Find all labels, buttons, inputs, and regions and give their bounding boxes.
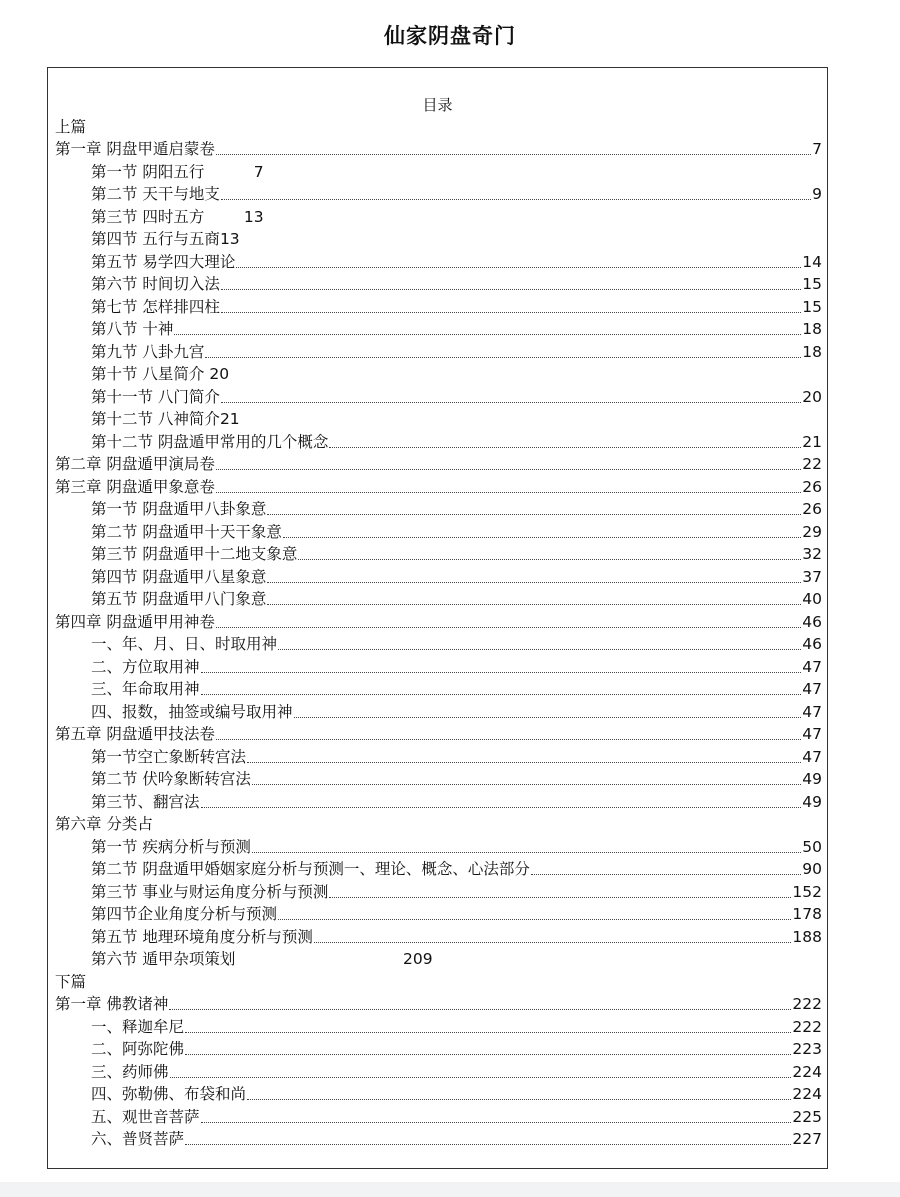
toc-entry-title: 第十节 八星简介 — [91, 365, 205, 383]
dot-leader — [221, 402, 801, 403]
toc-page-number: 20 — [802, 387, 822, 406]
toc-section-entry[interactable] — [55, 158, 822, 181]
toc-section-entry[interactable] — [55, 248, 822, 271]
toc-page-number: 26 — [802, 500, 822, 518]
toc-section-entry[interactable] — [55, 1081, 822, 1104]
toc-page-number: 20 — [209, 365, 230, 383]
toc-page-number: 21 — [802, 432, 822, 451]
toc-entry-title: 第五节 阴盘遁甲八门象意 — [91, 590, 267, 608]
dot-leader — [267, 514, 801, 515]
dot-leader — [216, 627, 801, 628]
toc-section-entry[interactable] — [55, 496, 822, 519]
toc-page-number: 15 — [802, 275, 822, 293]
dot-leader — [267, 582, 801, 583]
dot-leader — [216, 469, 801, 470]
toc-section-entry[interactable] — [55, 1013, 822, 1036]
toc-page-number: 29 — [802, 522, 822, 541]
spacer — [204, 208, 243, 226]
toc-page-number: 222 — [792, 1017, 822, 1036]
toc-section-entry[interactable] — [55, 226, 822, 249]
dot-leader — [216, 739, 801, 740]
dot-leader — [169, 1009, 791, 1010]
dot-leader — [329, 447, 801, 448]
toc-entry-title: 第三章 阴盘遁甲象意卷 — [55, 477, 215, 496]
toc-chapter-entry[interactable] — [55, 721, 822, 744]
dot-leader — [278, 919, 791, 920]
toc-entry-title: 二、阿弥陀佛 — [91, 1040, 185, 1058]
toc-entry-title: 四、弥勒佛、布袋和尚 — [91, 1085, 247, 1103]
dot-leader — [236, 267, 801, 268]
toc-entry-title: 第三节 四时五方 — [91, 207, 205, 226]
toc-page-number: 22 — [802, 455, 822, 473]
dot-leader — [531, 874, 801, 875]
toc-section-entry[interactable] — [55, 698, 822, 721]
toc-chapter-entry[interactable] — [55, 136, 822, 159]
toc-page-number: 15 — [802, 297, 822, 316]
dot-leader — [252, 852, 801, 853]
toc-section-entry[interactable] — [55, 833, 822, 856]
toc-entry-title: 第一节空亡象断转宫法 — [91, 747, 247, 766]
dot-leader — [174, 334, 801, 335]
dot-leader — [201, 807, 802, 808]
toc-entry-title: 第五章 阴盘遁甲技法卷 — [55, 725, 215, 743]
toc-section-entry[interactable] — [55, 406, 822, 429]
toc-entry-title: 第三节、翻宫法 — [91, 792, 200, 811]
toc-entry-title: 六、普贤菩萨 — [91, 1130, 185, 1148]
toc-page-number: 188 — [792, 927, 822, 946]
toc-entry-title: 第八节 十神 — [91, 320, 174, 338]
toc-section-entry[interactable] — [55, 653, 822, 676]
toc-page-number: 223 — [792, 1040, 822, 1058]
toc-section-entry[interactable] — [55, 901, 822, 924]
toc-entry-title: 第二章 阴盘遁甲演局卷 — [55, 455, 215, 473]
toc-section-entry[interactable] — [55, 203, 822, 226]
toc-chapter-entry[interactable] — [55, 451, 822, 474]
toc-entry-title: 第三节 事业与财运角度分析与预测 — [91, 882, 329, 901]
toc-entry-title: 二、方位取用神 — [91, 657, 200, 676]
toc-entry-title: 一、释迦牟尼 — [91, 1017, 185, 1036]
toc-entry-title: 第二节 阴盘遁甲婚姻家庭分析与预测一、理论、概念、心法部分 — [91, 860, 530, 878]
toc-page-number: 7 — [812, 140, 822, 158]
dot-leader — [185, 1144, 791, 1145]
toc-section-entry[interactable] — [55, 1058, 822, 1081]
toc-page-number: 26 — [802, 477, 822, 496]
toc-entry-title: 第五节 易学四大理论 — [91, 252, 236, 271]
toc-page-number: 47 — [802, 680, 822, 698]
toc-section-entry[interactable] — [55, 1126, 822, 1149]
toc-page-number: 50 — [802, 837, 822, 856]
toc-page-number: 18 — [802, 320, 822, 338]
toc-entry-title: 第四节 五行与五商 — [91, 230, 220, 248]
toc-page-number: 32 — [802, 545, 822, 563]
toc-page-number: 47 — [802, 747, 822, 766]
toc-section-entry[interactable] — [55, 1036, 822, 1059]
toc-entry-title: 三、年命取用神 — [91, 680, 200, 698]
toc-entry-title: 上篇 — [55, 117, 87, 136]
document-title: 仙家阴盘奇门 — [384, 24, 516, 48]
dot-leader — [247, 762, 801, 763]
toc-section-entry[interactable] — [55, 541, 822, 564]
dot-leader — [329, 897, 791, 898]
toc-page-number: 49 — [802, 792, 822, 811]
toc-section-entry[interactable] — [55, 428, 822, 451]
toc-page-number: 13 — [243, 207, 264, 226]
dot-leader — [185, 1054, 791, 1055]
toc-page-number: 18 — [802, 342, 822, 361]
toc-page-number: 13 — [219, 230, 240, 248]
toc-section-entry[interactable] — [55, 676, 822, 699]
toc-chapter-entry[interactable] — [55, 608, 822, 631]
toc-page-number: 209 — [402, 950, 433, 968]
dot-leader — [216, 492, 801, 493]
dot-leader — [170, 1077, 792, 1078]
toc-page-number: 47 — [802, 725, 822, 743]
spacer — [204, 163, 253, 181]
toc-section-entry[interactable] — [55, 563, 822, 586]
toc-entry-title: 第三节 阴盘遁甲十二地支象意 — [91, 545, 298, 563]
toc-page-number: 222 — [792, 995, 822, 1013]
toc-section-entry[interactable] — [55, 743, 822, 766]
page-bottom-strip — [0, 1182, 900, 1197]
spacer — [235, 950, 403, 968]
table-of-contents — [55, 113, 822, 1148]
toc-chapter-entry[interactable] — [55, 991, 822, 1014]
toc-section-entry[interactable] — [55, 181, 822, 204]
dot-leader — [278, 649, 801, 650]
toc-entry-title: 第五节 地理环境角度分析与预测 — [91, 927, 313, 946]
toc-entry-title: 五、观世音菩萨 — [91, 1107, 200, 1126]
toc-section-entry[interactable] — [55, 361, 822, 384]
toc-chapter-entry[interactable] — [55, 113, 822, 136]
toc-section-entry[interactable] — [55, 946, 822, 969]
toc-entry-title: 四、报数，抽签或编号取用神 — [91, 702, 293, 721]
toc-section-entry[interactable] — [55, 1103, 822, 1126]
toc-section-entry[interactable] — [55, 316, 822, 339]
toc-page-number: 49 — [802, 770, 822, 788]
toc-section-entry[interactable] — [55, 383, 822, 406]
toc-section-entry[interactable] — [55, 631, 822, 654]
toc-section-entry[interactable] — [55, 271, 822, 294]
toc-page-number: 178 — [792, 905, 822, 923]
dot-leader — [247, 1099, 791, 1100]
dot-leader — [201, 694, 802, 695]
dot-leader — [201, 672, 802, 673]
dot-leader — [205, 357, 801, 358]
toc-section-entry[interactable] — [55, 856, 822, 879]
toc-page-number: 224 — [792, 1085, 822, 1103]
toc-page-number: 7 — [253, 162, 264, 181]
toc-page-number: 152 — [792, 882, 822, 901]
page-frame — [47, 67, 828, 1169]
toc-page-number: 21 — [219, 410, 240, 428]
toc-chapter-entry[interactable] — [55, 473, 822, 496]
toc-entry-title: 第六章 分类占 — [55, 815, 153, 833]
dot-leader — [267, 604, 801, 605]
toc-page-number: 46 — [802, 635, 822, 653]
toc-section-entry[interactable] — [55, 923, 822, 946]
toc-entry-title: 第一节 阴盘遁甲八卦象意 — [91, 500, 267, 518]
toc-section-entry[interactable] — [55, 766, 822, 789]
toc-page-number: 227 — [792, 1130, 822, 1148]
toc-entry-title: 第一节 疾病分析与预测 — [91, 837, 251, 856]
dot-leader — [185, 1032, 791, 1033]
dot-leader — [283, 537, 801, 538]
toc-section-entry[interactable] — [55, 338, 822, 361]
toc-page-number: 40 — [802, 590, 822, 608]
toc-entry-title: 第一节 阴阳五行 — [91, 162, 205, 181]
toc-section-entry[interactable] — [55, 788, 822, 811]
toc-page-number: 47 — [802, 702, 822, 721]
toc-section-entry[interactable] — [55, 586, 822, 609]
toc-page-number: 225 — [792, 1107, 822, 1126]
dot-leader — [298, 559, 801, 560]
toc-page-number: 47 — [802, 657, 822, 676]
toc-chapter-entry[interactable] — [55, 968, 822, 991]
toc-section-entry[interactable] — [55, 878, 822, 901]
toc-entry-title: 第二节 阴盘遁甲十天干象意 — [91, 522, 282, 541]
toc-chapter-entry[interactable] — [55, 811, 822, 834]
dot-leader — [314, 942, 791, 943]
dot-leader — [294, 717, 802, 718]
toc-entry-title: 第四章 阴盘遁甲用神卷 — [55, 612, 215, 631]
toc-entry-title: 第十二节 阴盘遁甲常用的几个概念 — [91, 432, 329, 451]
dot-leader — [221, 312, 801, 313]
dot-leader — [201, 1122, 792, 1123]
toc-entry-title: 第十一节 八门简介 — [91, 387, 220, 406]
toc-page-number: 37 — [802, 567, 822, 586]
toc-heading: 目录 — [422, 96, 453, 114]
toc-entry-title: 第九节 八卦九宫 — [91, 342, 205, 361]
toc-entry-title: 第二节 伏吟象断转宫法 — [91, 770, 251, 788]
toc-page-number: 14 — [802, 252, 822, 271]
toc-page-number: 9 — [812, 185, 822, 203]
dot-leader — [216, 154, 811, 155]
toc-page-number: 46 — [802, 612, 822, 631]
toc-page-number: 90 — [802, 860, 822, 878]
toc-entry-title: 第二节 天干与地支 — [91, 185, 220, 203]
dot-leader — [221, 289, 801, 290]
toc-page-number: 224 — [792, 1062, 822, 1081]
toc-entry-title: 第一章 佛教诸神 — [55, 995, 169, 1013]
toc-entry-title: 第十二节 八神简介 — [91, 410, 220, 428]
toc-entry-title: 第六节 遁甲杂项策划 — [91, 950, 236, 968]
toc-entry-title: 第六节 时间切入法 — [91, 275, 220, 293]
toc-entry-title: 第七节 怎样排四柱 — [91, 297, 220, 316]
dot-leader — [252, 784, 801, 785]
toc-entry-title: 第四节企业角度分析与预测 — [91, 905, 278, 923]
toc-section-entry[interactable] — [55, 293, 822, 316]
toc-entry-title: 下篇 — [55, 972, 87, 991]
toc-entry-title: 第四节 阴盘遁甲八星象意 — [91, 567, 267, 586]
toc-entry-title: 三、药师佛 — [91, 1062, 169, 1081]
dot-leader — [221, 199, 811, 200]
toc-section-entry[interactable] — [55, 518, 822, 541]
toc-entry-title: 第一章 阴盘甲遁启蒙卷 — [55, 140, 215, 158]
toc-entry-title: 一、年、月、日、时取用神 — [91, 635, 278, 653]
